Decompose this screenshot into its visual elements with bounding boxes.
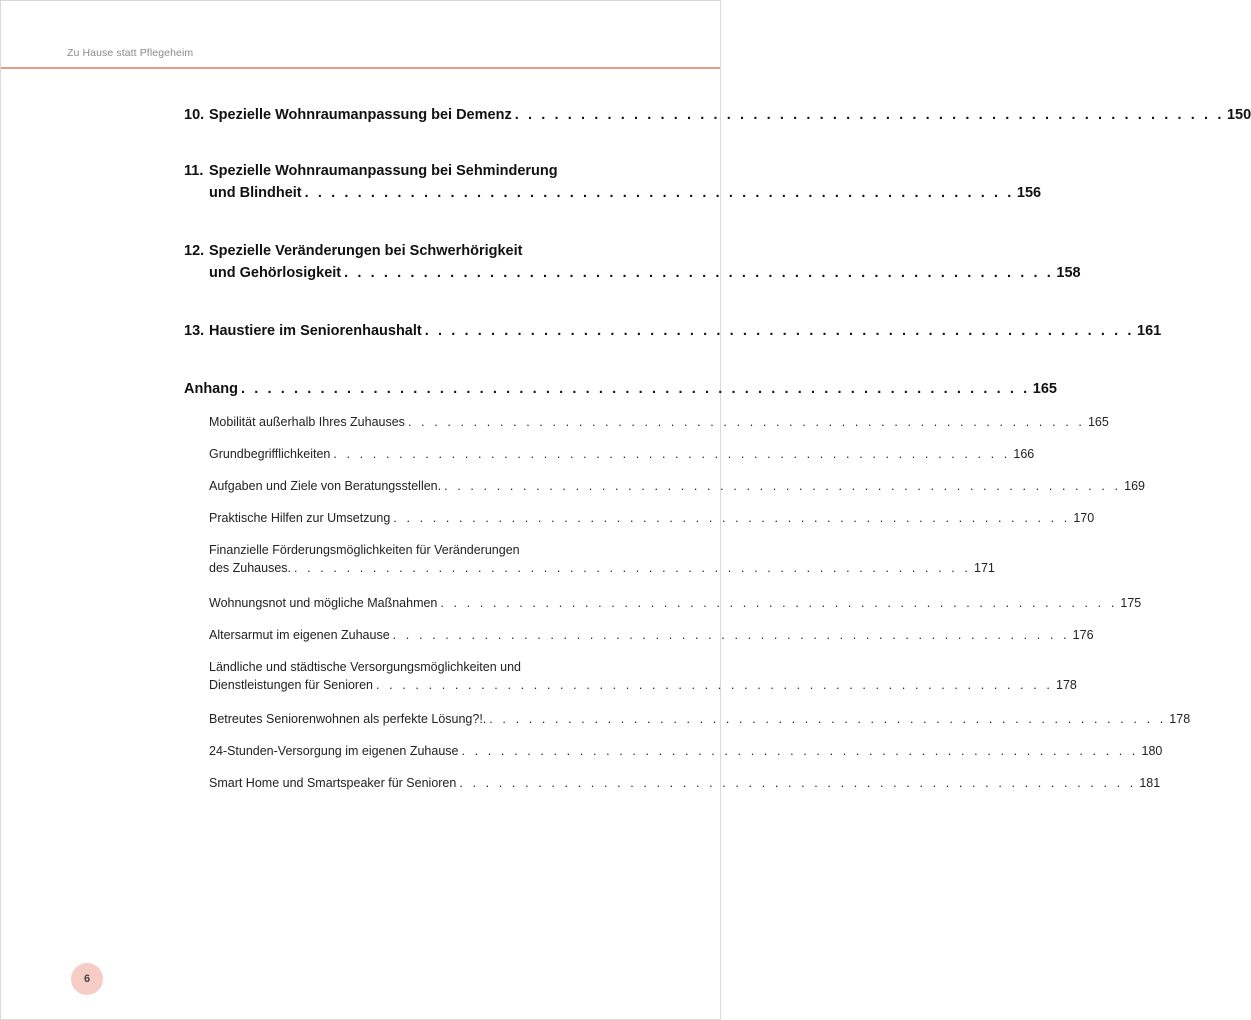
toc-subentry-page: 181 <box>1139 776 1161 790</box>
toc-subentry-title: Finanzielle Förderungsmöglichkeiten für Veränderungen <box>209 543 520 557</box>
toc-subentry-title: Grundbegrifflichkeiten <box>209 447 331 461</box>
toc-entry-title-cont: und Blindheit <box>209 185 302 201</box>
toc-entry-number: 11. <box>184 163 204 179</box>
toc-entry-13[interactable] <box>184 323 1162 339</box>
toc-entry-title: Spezielle Wohnraumanpassung bei Demenz <box>209 107 512 123</box>
toc-subentry-title: Wohnungsnot und mögliche Maßnahmen <box>209 596 438 610</box>
toc-subentry-title: Ländliche und städtische Versorgungsmöglichkeiten und <box>209 660 522 674</box>
leader-dots: . . . . . . . . . . . . . . . . . . . . . . . . . . . . . . . . . . . . . . . . . . . . . . . . . . . . <box>333 447 1011 461</box>
leader-dots: . . . . . . . . . . . . . . . . . . . . . . . . . . . . . . . . . . . . . . . . . . . . . . . . . . . . <box>376 678 1054 692</box>
toc-entry-page: 161 <box>1137 323 1162 339</box>
toc-subentry-page: 165 <box>1087 415 1109 429</box>
toc-subentry-title: Smart Home und Smartspeaker für Senioren <box>209 776 457 790</box>
toc-entry-title-cont: und Gehörlosigkeit <box>209 265 342 281</box>
leader-dots: . . . . . . . . . . . . . . . . . . . . . . . . . . . . . . . . . . . . . . . . . . . . . . . . . . . . . . <box>424 323 1134 339</box>
toc-subentry[interactable] <box>209 660 1077 692</box>
toc-subentry-page: 166 <box>1013 447 1035 461</box>
leader-dots: . . . . . . . . . . . . . . . . . . . . . . . . . . . . . . . . . . . . . . . . . . . . . . . . . . . . <box>407 415 1085 429</box>
page-number-badge: 6 <box>71 963 103 995</box>
leader-dots: . . . . . . . . . . . . . . . . . . . . . . . . . . . . . . . . . . . . . . . . . . . . . . . . . . . . . . <box>304 185 1014 201</box>
leader-dots: . . . . . . . . . . . . . . . . . . . . . . . . . . . . . . . . . . . . . . . . . . . . . . . . . . . . . . <box>514 107 1224 123</box>
leader-dots: . . . . . . . . . . . . . . . . . . . . . . . . . . . . . . . . . . . . . . . . . . . . . . . . . . . . <box>392 628 1070 642</box>
toc-entry-page: 156 <box>1016 185 1042 201</box>
running-header: Zu Hause statt Pflegeheim <box>67 47 194 59</box>
toc-subentry-page: 180 <box>1141 744 1163 758</box>
toc-subentry[interactable] <box>209 744 1163 758</box>
toc-subentry-page: 170 <box>1073 511 1095 525</box>
toc-subentry-title: Mobilität außerhalb Ihres Zuhauses <box>209 415 405 429</box>
leader-dots: . . . . . . . . . . . . . . . . . . . . . . . . . . . . . . . . . . . . . . . . . . . . . . . . . . . . <box>459 776 1137 790</box>
toc-subentry[interactable] <box>209 712 1191 726</box>
toc-subentry[interactable] <box>209 543 995 575</box>
toc-subentry[interactable] <box>209 415 1109 429</box>
toc-subentry[interactable] <box>209 628 1094 642</box>
leader-dots: . . . . . . . . . . . . . . . . . . . . . . . . . . . . . . . . . . . . . . . . . . . . . . . . . . . . <box>489 712 1167 726</box>
toc-subentry-title-cont: des Zuhauses. <box>209 561 291 575</box>
leader-dots: . . . . . . . . . . . . . . . . . . . . . . . . . . . . . . . . . . . . . . . . . . . . . . . . . . . . <box>440 596 1118 610</box>
leader-dots: . . . . . . . . . . . . . . . . . . . . . . . . . . . . . . . . . . . . . . . . . . . . . . . . . . . . <box>294 561 972 575</box>
toc-subentry[interactable] <box>209 776 1161 790</box>
toc-subentry[interactable] <box>209 596 1142 610</box>
toc-subentry-page: 178 <box>1056 678 1077 692</box>
leader-dots: . . . . . . . . . . . . . . . . . . . . . . . . . . . . . . . . . . . . . . . . . . . . . . . . . . . . <box>393 511 1071 525</box>
toc-subentry-title: Altersarmut im eigenen Zuhause <box>209 628 390 642</box>
leader-dots: . . . . . . . . . . . . . . . . . . . . . . . . . . . . . . . . . . . . . . . . . . . . . . . . . . . . <box>461 744 1139 758</box>
toc-subentry-title: Praktische Hilfen zur Umsetzung <box>209 511 391 525</box>
leader-dots: . . . . . . . . . . . . . . . . . . . . . . . . . . . . . . . . . . . . . . . . . . . . . . . . . . . . <box>444 479 1122 493</box>
toc-entry-number: 10. <box>184 107 205 123</box>
toc-subentry-page: 171 <box>974 561 995 575</box>
toc-subentry-title: Aufgaben und Ziele von Beratungsstellen. <box>209 479 442 493</box>
toc-entry-11[interactable] <box>184 163 1042 201</box>
toc-entry-title: Spezielle Wohnraumanpassung bei Sehminderung <box>209 163 558 179</box>
leader-dots: . . . . . . . . . . . . . . . . . . . . . . . . . . . . . . . . . . . . . . . . . . . . . . . . . . . . . . . . . . . . <box>240 381 1030 397</box>
toc-subentry-page: 178 <box>1169 712 1191 726</box>
toc-entry-number: 13. <box>184 323 205 339</box>
toc-subentry-title: 24-Stunden-Versorgung im eigenen Zuhause <box>209 744 459 758</box>
toc-entry-page: 150 <box>1226 107 1251 123</box>
toc-subentry-title: Betreutes Seniorenwohnen als perfekte Lösung?!. <box>209 712 487 726</box>
header-rule <box>1 67 720 69</box>
toc-subentry-title-cont: Dienstleistungen für Senioren <box>209 678 373 692</box>
toc-entry-title: Haustiere im Seniorenhaushalt <box>209 323 422 339</box>
toc-entry-title: Spezielle Veränderungen bei Schwerhörigkeit <box>209 243 523 259</box>
toc-entry-title: Anhang <box>184 381 238 397</box>
toc-entry-10[interactable] <box>184 107 1251 123</box>
toc-subentry[interactable] <box>209 479 1145 493</box>
toc-entry-number: 12. <box>184 243 205 259</box>
toc-subentry-page: 176 <box>1072 628 1094 642</box>
toc-entry-page: 158 <box>1056 265 1081 281</box>
leader-dots: . . . . . . . . . . . . . . . . . . . . . . . . . . . . . . . . . . . . . . . . . . . . . . . . . . . . . . <box>344 265 1054 281</box>
toc-subentry-page: 175 <box>1120 596 1142 610</box>
toc-subentry-page: 169 <box>1124 479 1145 493</box>
toc-entry-page: 165 <box>1032 381 1057 397</box>
toc-subentry[interactable] <box>209 511 1095 525</box>
toc-entry-anhang[interactable] <box>184 381 1057 397</box>
toc-subentry[interactable] <box>209 447 1035 461</box>
toc-entry-12[interactable] <box>184 243 1081 281</box>
